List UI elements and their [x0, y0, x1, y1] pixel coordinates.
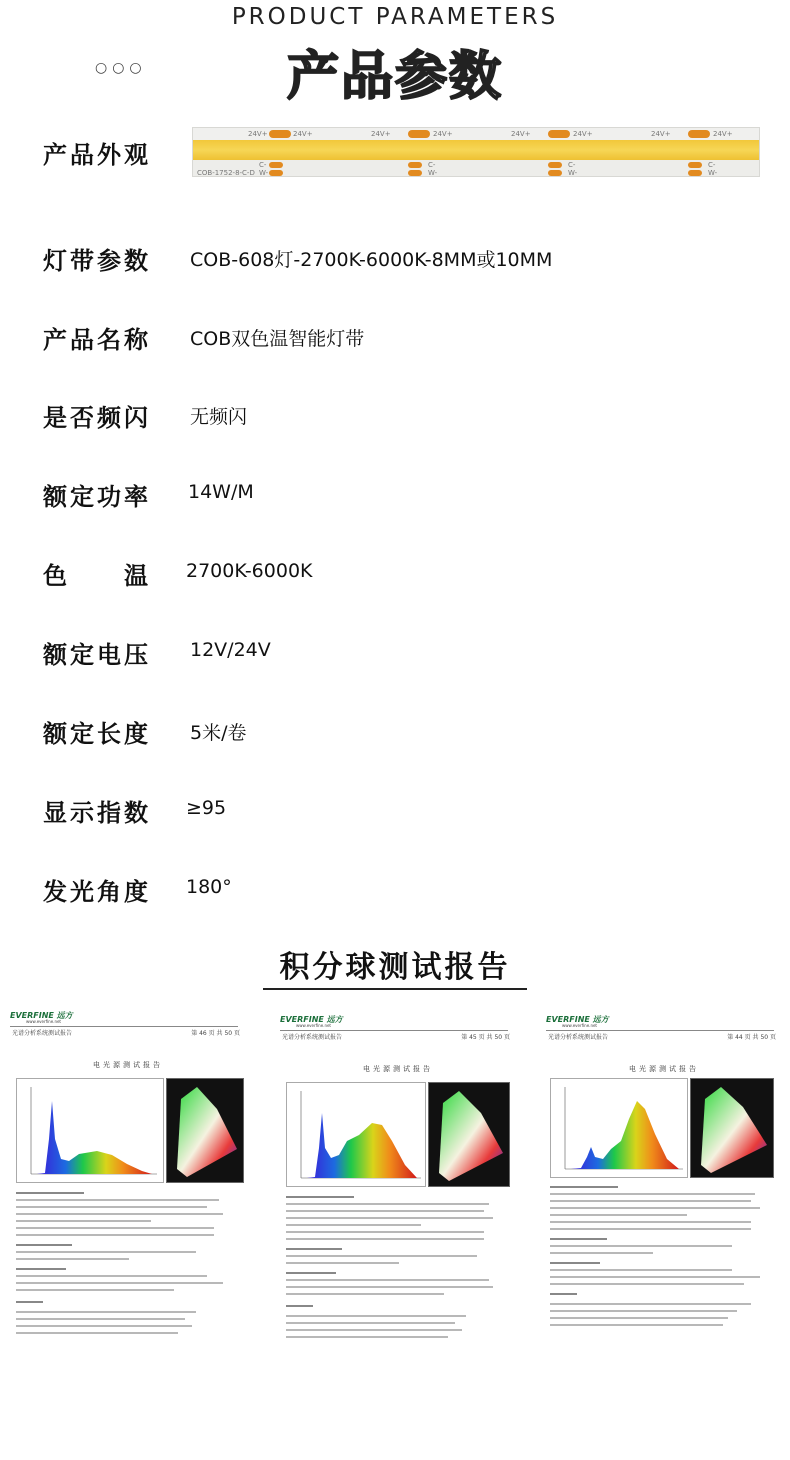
report-brand: EVERFINE 远方 [546, 1015, 609, 1024]
param-row-rated-voltage [43, 635, 763, 675]
cie-chart [690, 1078, 774, 1178]
param-value: 无频闪 [190, 406, 248, 428]
led-strip-image: 24V+ 24V+ 24V+ 24V+ 24V+ 24V+ 24V+ 24V+ C- W- C- W- C- W- C- W- COB-1752-8-C-D [192, 127, 760, 177]
param-label: 额定功率 [43, 483, 151, 511]
param-value: COB-608灯-2700K-6000K-8MM或10MM [190, 249, 553, 271]
param-value: 2700K-6000K [186, 560, 313, 582]
cie-chart [428, 1082, 510, 1187]
test-report-3: EVERFINE 远方 www.everfine.net 光谱分析系统测试报告 第 44 页 共 50 页 电光源测试报告 [544, 1012, 784, 1360]
param-label: 是否频闪 [43, 404, 151, 432]
param-label: 额定长度 [43, 720, 151, 748]
strip-model-text: COB-1752-8-C-D [197, 169, 255, 177]
report-title: 电光源测试报告 [629, 1065, 699, 1073]
param-label: 产品名称 [43, 326, 151, 354]
header-title-cn: 产品参数 [286, 47, 503, 107]
param-value: ≥95 [186, 797, 227, 819]
param-label: 发光角度 [43, 878, 151, 906]
test-section-title: 积分球测试报告 [279, 950, 511, 985]
param-label: 额定电压 [43, 641, 151, 669]
param-label: 显示指数 [43, 799, 151, 827]
spectrum-graph [16, 1078, 164, 1183]
param-row-beam-angle [43, 872, 763, 912]
param-row-rated-power [43, 477, 763, 517]
report-title: 电光源测试报告 [93, 1061, 163, 1069]
param-row-rated-length [43, 714, 763, 754]
spectrum-graph [286, 1082, 426, 1187]
param-value: 180° [186, 876, 232, 898]
param-row-product-name [43, 320, 763, 360]
param-row-cri [43, 793, 763, 833]
strip-voltage-label: 24V+ [248, 130, 268, 138]
strip-c-label: C- [259, 161, 267, 169]
report-brand: EVERFINE 远方 [10, 1011, 73, 1020]
strip-w-label: W- [259, 169, 269, 177]
param-value: 14W/M [188, 481, 254, 503]
param-label: 产品外观 [43, 141, 151, 169]
param-value: 5米/卷 [190, 722, 247, 744]
param-row-strip-params [43, 241, 763, 281]
param-label: 灯带参数 [43, 247, 151, 275]
header-title-en: PRODUCT PARAMETERS [231, 4, 559, 30]
param-row-flicker [43, 398, 763, 438]
param-row-color-temp [43, 556, 763, 596]
cie-chart [166, 1078, 244, 1183]
decorative-dots: ○○○ [95, 60, 147, 76]
param-label: 色 温 [43, 562, 151, 590]
spectrum-graph [550, 1078, 688, 1178]
report-brand: EVERFINE 远方 [280, 1015, 343, 1024]
section-divider [263, 988, 527, 990]
test-report-1: EVERFINE 远方 www.everfine.net 光谱分析系统测试报告 第 46 页 共 50 页 电光源测试报告 [8, 1008, 248, 1378]
report-title: 电光源测试报告 [363, 1065, 433, 1073]
param-value: COB双色温智能灯带 [190, 328, 365, 350]
test-report-2: EVERFINE 远方 www.everfine.net 光谱分析系统测试报告 第 45 页 共 50 页 电光源测试报告 [278, 1012, 518, 1370]
param-value: 12V/24V [190, 639, 271, 661]
